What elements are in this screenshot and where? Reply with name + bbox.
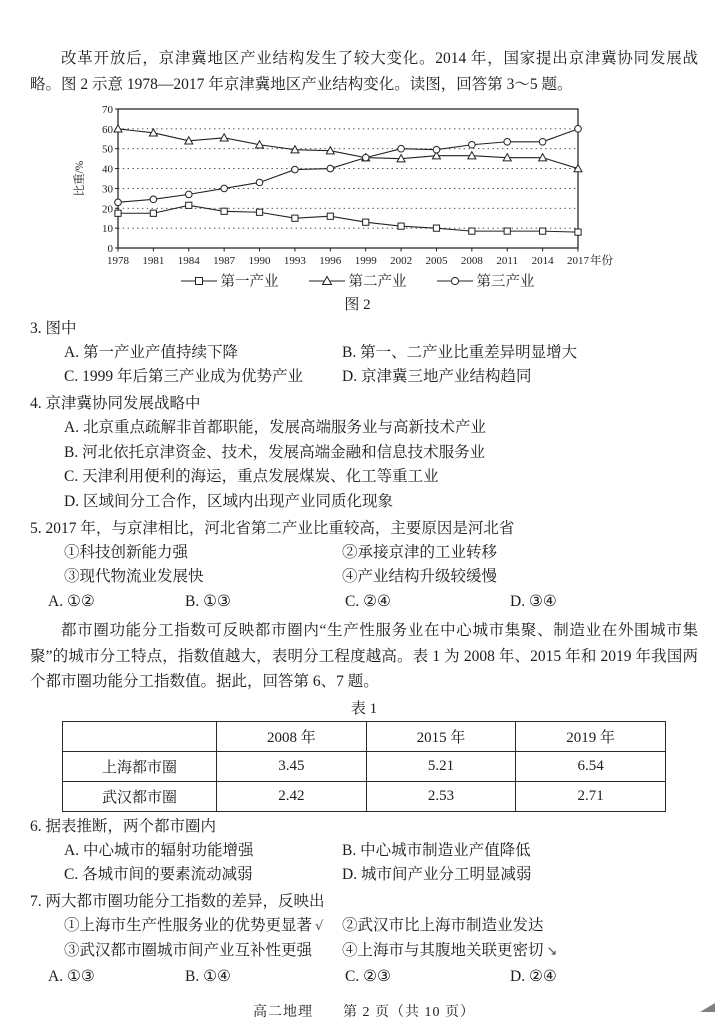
plot-frame: [118, 109, 578, 248]
q3-option-b: B. 第一、二产业比重差异明显增大: [342, 344, 578, 361]
svg-text:40: 40: [102, 163, 113, 176]
table-header-2015: 2015 年: [366, 721, 516, 751]
question-7-items: [30, 914, 698, 964]
q5-item-2: ②承接京津的工业转移: [342, 544, 498, 561]
q4-option-d: D. 区域间分工合作，区域内出现产业同质化现象: [64, 492, 393, 510]
q6-option-a: A. 中心城市的辐射功能增强: [64, 841, 254, 859]
question-4-stem: 4. 京津冀协同发展战略中: [30, 395, 201, 412]
metro-index-paragraph: 都市圈功能分工指数可反映都市圈内“生产性服务业在中心城市集聚、制造业在外围城市集聚”的城市分工特点，指数值越大，表明分工程度越高。表 1 为 2008 年、2015 年和 2019 年我国两个都市圈功能分工指数值。据此，回答第 6、7 题。: [30, 622, 698, 690]
series-square: [115, 202, 581, 235]
q4-option-b: B. 河北依托京津资金、技术，发展高端金融和信息技术服务业: [64, 443, 486, 461]
q7-item-3: ③武汉都市圈城市间产业互补性更强: [64, 941, 313, 959]
series-circle: [115, 126, 582, 206]
metro-index-table: [62, 721, 666, 812]
svg-text:50: 50: [102, 143, 113, 156]
svg-text:1993: 1993: [283, 255, 306, 267]
svg-text:20: 20: [102, 203, 113, 216]
question-7-stem: 7. 两大都市圈功能分工指数的差异，反映出: [30, 892, 325, 910]
row-label-shanghai: 上海都市圈: [63, 751, 217, 781]
q7-item-1-text: ①上海市生产性服务业的优势更显著: [64, 916, 313, 934]
svg-text:1981: 1981: [142, 255, 165, 267]
svg-text:2011: 2011: [496, 255, 519, 267]
svg-text:1996: 1996: [319, 255, 342, 267]
q7-answer-d: D. ②④: [510, 967, 557, 985]
wuhan-2008: 2.42: [217, 781, 367, 811]
table-header-row: [63, 721, 666, 751]
page-footer: 高二地理 第 2 页（共 10 页）: [253, 1004, 475, 1020]
svg-text:2002: 2002: [390, 255, 413, 267]
svg-text:2008: 2008: [460, 255, 483, 267]
legend-label: 第一产业: [220, 274, 279, 290]
q7-item-1: [64, 914, 342, 939]
svg-text:2017: 2017: [567, 255, 589, 267]
question-3: [30, 317, 698, 389]
question-4-options: [30, 416, 698, 514]
triangle-marker-icon: [309, 275, 345, 287]
q7-answer-c: C. ②③: [345, 967, 391, 985]
question-3-options: [30, 341, 698, 389]
question-5: [30, 517, 698, 614]
circle-marker-icon: [437, 275, 473, 287]
question-5-stem: 5. 2017 年，与京津相比，河北省第二产业比重较高，主要原因是河北省: [30, 520, 515, 537]
table-header-2019: 2019 年: [516, 721, 666, 751]
q7-item-4-text: ④上海市与其腹地关联更密切: [342, 941, 544, 959]
table-row: [63, 781, 666, 811]
table-caption: 表 1: [350, 700, 378, 717]
intro-paragraph: 改革开放后，京津冀地区产业结构发生了较大变化。2014 年，国家提出京津冀协同发展战略。图 2 示意 1978—2017 年京津冀地区产业结构变化。读图，回答第 3～5 题。: [30, 50, 698, 93]
question-6: [30, 815, 698, 887]
q6-option-d: D. 城市间产业分工明显减弱: [342, 865, 532, 883]
svg-text:30: 30: [102, 183, 113, 196]
question-6-stem: 6. 据表推断，两个都市圈内: [30, 817, 217, 835]
industry-structure-chart: [70, 102, 645, 314]
legend-label: 第三产业: [476, 274, 535, 290]
svg-text:1987: 1987: [213, 255, 236, 267]
svg-text:2005: 2005: [425, 255, 448, 267]
svg-text:1984: 1984: [177, 255, 200, 267]
svg-text:60: 60: [102, 123, 113, 136]
wuhan-2019: 2.71: [516, 781, 666, 811]
q5-answer-b: B. ①③: [185, 593, 231, 610]
q5-answer-d: D. ③④: [510, 593, 557, 610]
q7-item-4: [342, 939, 698, 964]
svg-text:2014: 2014: [531, 255, 554, 267]
q4-option-a: A. 北京重点疏解非首都职能，发展高端服务业与高新技术产业: [64, 419, 486, 436]
legend-label: 第二产业: [348, 274, 407, 290]
legend-item: [309, 270, 407, 291]
svg-text:0: 0: [107, 243, 113, 255]
row-label-wuhan: 武汉都市圈: [63, 781, 217, 811]
q7-item-2: ②武汉市比上海市制造业发达: [342, 916, 544, 934]
chart-legend: [70, 270, 645, 291]
handwritten-arrow-mark: ↘: [546, 943, 558, 959]
svg-text:1978: 1978: [107, 255, 129, 267]
svg-text:70: 70: [102, 104, 113, 116]
q3-option-d: D. 京津冀三地产业结构趋同: [342, 368, 532, 385]
q6-option-b: B. 中心城市制造业产值降低: [342, 841, 531, 859]
q5-item-4: ④产业结构升级较缓慢: [342, 568, 498, 585]
y-axis-label: 比重/%: [74, 160, 86, 197]
table-header-2008: 2008 年: [217, 721, 367, 751]
q5-answer-a: A. ①②: [48, 593, 95, 610]
wuhan-2015: 2.53: [366, 781, 516, 811]
shanghai-2019: 6.54: [516, 751, 666, 781]
question-5-answers: [30, 589, 698, 614]
x-axis-ticks: [107, 248, 590, 267]
shanghai-2008: 3.45: [217, 751, 367, 781]
q5-answer-c: C. ②④: [345, 593, 391, 610]
line-chart-canvas: [70, 102, 645, 268]
q7-answer-b: B. ①④: [185, 967, 231, 985]
question-6-options: [30, 839, 698, 887]
svg-text:1990: 1990: [248, 255, 271, 267]
svg-text:1999: 1999: [354, 255, 377, 267]
x-axis-label: 年份: [590, 255, 613, 267]
legend-item: [181, 270, 279, 291]
y-axis-ticks: [102, 104, 118, 255]
q3-option-c: C. 1999 年后第三产业成为优势产业: [64, 368, 303, 385]
question-7: [30, 890, 698, 989]
figure-caption: 图 2: [344, 297, 371, 313]
q6-option-c: C. 各城市间的要素流动减弱: [64, 865, 253, 883]
q3-option-a: A. 第一产业产值持续下降: [64, 344, 238, 361]
question-4: [30, 392, 698, 514]
handwritten-check-mark: √: [315, 918, 324, 934]
q5-item-3: ③现代物流业发展快: [64, 568, 204, 585]
question-3-stem: 3. 图中: [30, 320, 77, 337]
square-marker-icon: [181, 275, 217, 287]
q7-answer-a: A. ①③: [48, 967, 95, 985]
svg-text:10: 10: [102, 223, 113, 236]
q4-option-c: C. 天津利用便利的海运，重点发展煤炭、化工等重工业: [64, 468, 439, 485]
legend-item: [437, 270, 535, 291]
question-5-items: [30, 541, 698, 589]
table-row: [63, 751, 666, 781]
table-header-empty: [63, 721, 217, 751]
q5-item-1: ①科技创新能力强: [64, 544, 189, 561]
question-7-answers: [30, 964, 698, 989]
shanghai-2015: 5.21: [366, 751, 516, 781]
